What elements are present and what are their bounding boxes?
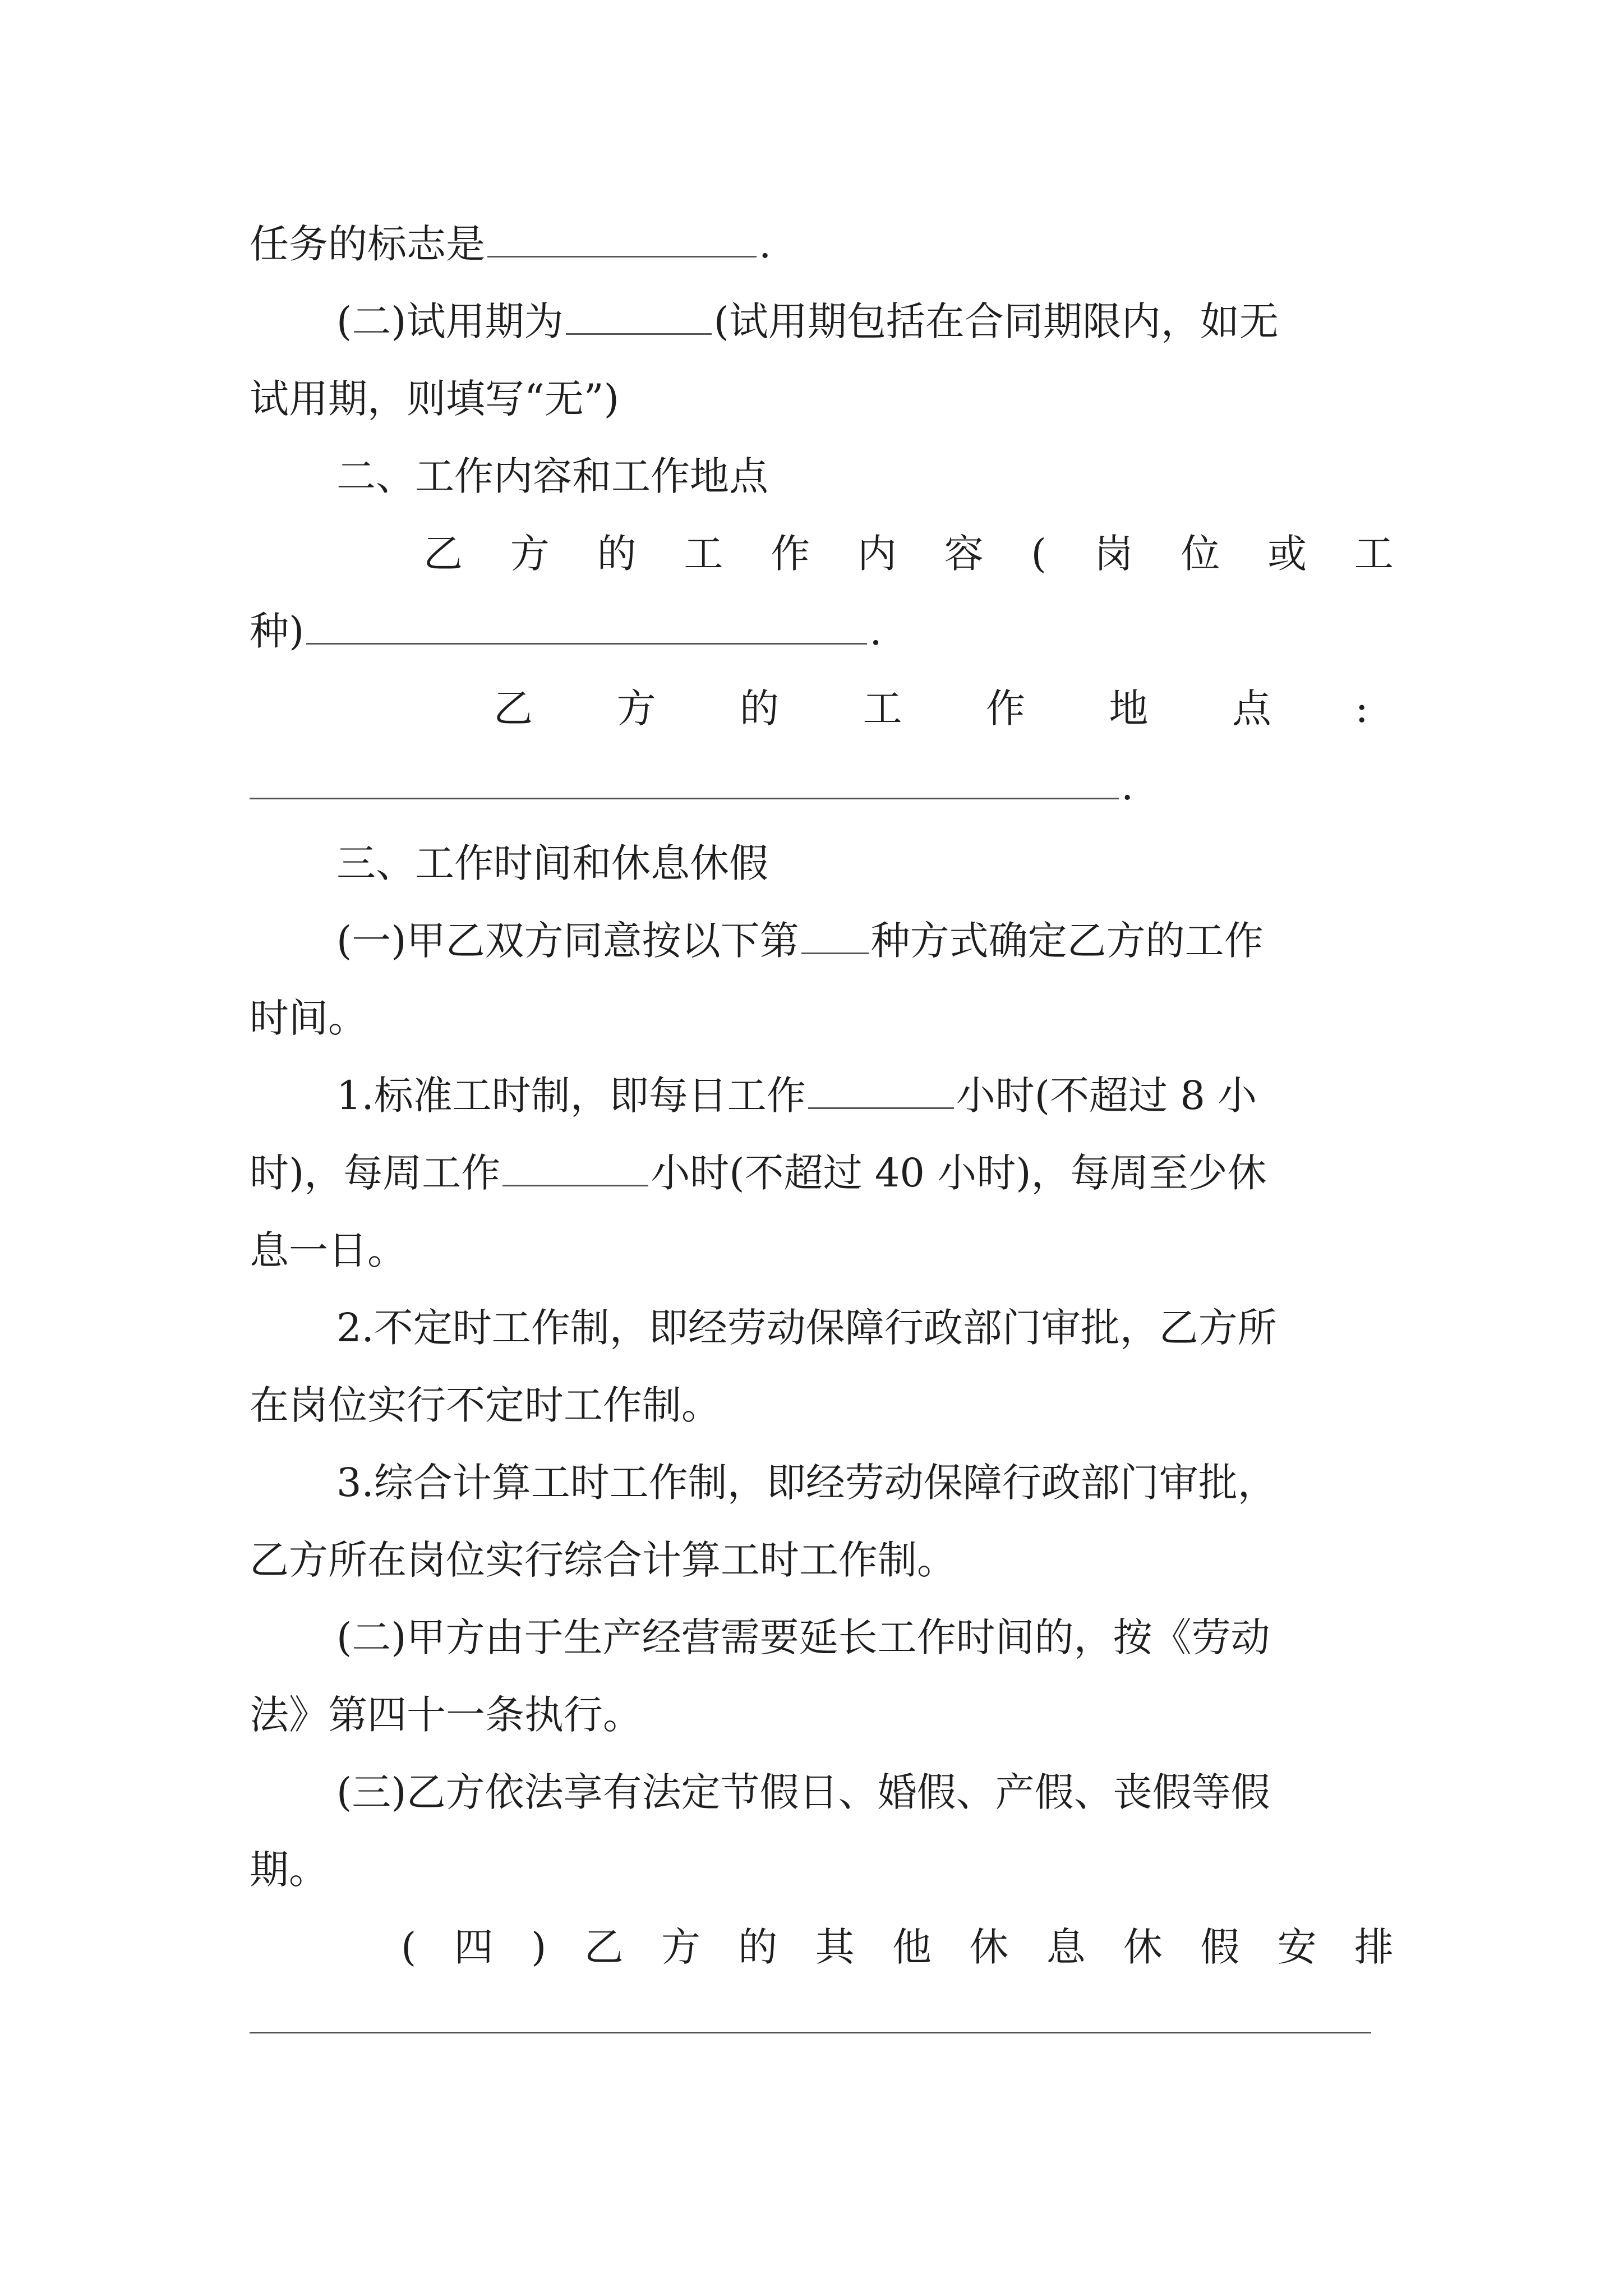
char: 他 [892, 1924, 932, 1970]
char: 作 [771, 531, 810, 577]
line-text: 任务的标志是 [250, 221, 485, 267]
char: ( [1031, 531, 1046, 577]
line-text: 种) [250, 608, 305, 654]
char: 乙 [423, 531, 463, 577]
char: 工 [1354, 531, 1394, 577]
char: 四 [454, 1924, 494, 1970]
line-text: 小时(不超过 8 小 [956, 1073, 1257, 1119]
line-text: 期。 [250, 1847, 328, 1893]
char: 休 [969, 1924, 1009, 1970]
text-line [250, 368, 1394, 430]
line-text: 法》第四十一条执行。 [250, 1692, 642, 1738]
char: 的 [739, 685, 779, 731]
char: 乙 [494, 685, 533, 731]
line-text: . [869, 608, 882, 654]
char: 方 [616, 685, 656, 731]
char: 地 [1109, 685, 1149, 731]
line-text: 3.综合计算工时工作制，即经劳动保障行政部门审批， [336, 1460, 1277, 1506]
line-text: 种方式确定乙方的工作 [870, 918, 1264, 964]
char: 乙 [584, 1924, 624, 1970]
line-text: 2.不定时工作制，即经劳动保障行政部门审批，乙方所 [336, 1305, 1277, 1351]
line-text: 三、工作时间和休息休假 [336, 840, 768, 886]
line-text: (三)乙方依法享有法定节假日、婚假、产假、丧假等假 [336, 1769, 1270, 1815]
char: 方 [661, 1924, 700, 1970]
char: ( [401, 1924, 417, 1970]
text-line [250, 600, 1394, 662]
line-text: 小时(不超过 40 小时)，每周至少休 [651, 1150, 1267, 1196]
char: 位 [1181, 531, 1220, 577]
spread-line [494, 678, 1368, 739]
char: 的 [597, 531, 637, 577]
char: 安 [1277, 1924, 1317, 1970]
text-line [336, 1607, 1394, 1668]
line-text: 乙方所在岗位实行综合计算工时工作制。 [250, 1537, 956, 1583]
text-line [336, 1452, 1394, 1513]
text-line [250, 1839, 1394, 1901]
text-line [336, 1297, 1394, 1359]
line-text: 息一日。 [250, 1227, 407, 1273]
text-line [250, 213, 1394, 275]
text-line [250, 1220, 1394, 1281]
char: 作 [985, 685, 1025, 731]
fill-blank [566, 294, 712, 335]
char: 点 [1232, 685, 1271, 731]
fill-blank [250, 2032, 1371, 2033]
line-text: (二)试用期为 [336, 298, 564, 344]
char: 或 [1267, 531, 1307, 577]
fill-blank [306, 604, 867, 645]
text-line [250, 1142, 1394, 1204]
section-heading [336, 832, 1394, 894]
text-line [250, 987, 1394, 1049]
char: 的 [738, 1924, 778, 1970]
char: 工 [684, 531, 723, 577]
char: ) [531, 1924, 547, 1970]
line-text: 在岗位实行不定时工作制。 [250, 1382, 721, 1428]
char: 内 [857, 531, 897, 577]
fill-blank [487, 217, 757, 257]
char: 其 [815, 1924, 855, 1970]
line-text: (试用期包括在合同期限内，如无 [713, 298, 1279, 344]
line-text: 试用期，则填写“无”) [250, 376, 619, 422]
fill-blank [250, 758, 1119, 799]
char: 排 [1354, 1924, 1394, 1970]
line-text: (一)甲乙双方同意按以下第 [336, 918, 799, 964]
char: 工 [863, 685, 902, 731]
char: 岗 [1094, 531, 1133, 577]
fill-blank [808, 1068, 954, 1109]
fill-blank [502, 1145, 648, 1186]
char: 容 [944, 531, 984, 577]
text-line [336, 1065, 1394, 1126]
line-text: 时)，每周工作 [250, 1150, 501, 1196]
text-line [250, 755, 1394, 817]
char: 方 [510, 531, 550, 577]
text-line [250, 1684, 1394, 1746]
fill-blank [801, 913, 869, 954]
char: 假 [1200, 1924, 1240, 1970]
text-line [336, 291, 1394, 352]
char: 息 [1046, 1924, 1086, 1970]
text-line [250, 1374, 1394, 1436]
line-text: 1.标准工时制，即每日工作 [336, 1073, 806, 1119]
spread-line [423, 523, 1394, 585]
line-text: 二、工作内容和工作地点 [336, 453, 768, 499]
line-text: . [759, 221, 772, 267]
char: 休 [1123, 1924, 1163, 1970]
text-line [336, 910, 1394, 972]
char: : [1355, 685, 1368, 731]
section-heading [336, 445, 1394, 507]
text-line [336, 1761, 1394, 1823]
line-text: . [1121, 763, 1134, 809]
spread-line [401, 1916, 1394, 1978]
line-text: (二)甲方由于生产经营需要延长工作时间的，按《劳动 [336, 1614, 1270, 1660]
text-line [250, 1529, 1394, 1591]
line-text: 时间。 [250, 995, 367, 1041]
